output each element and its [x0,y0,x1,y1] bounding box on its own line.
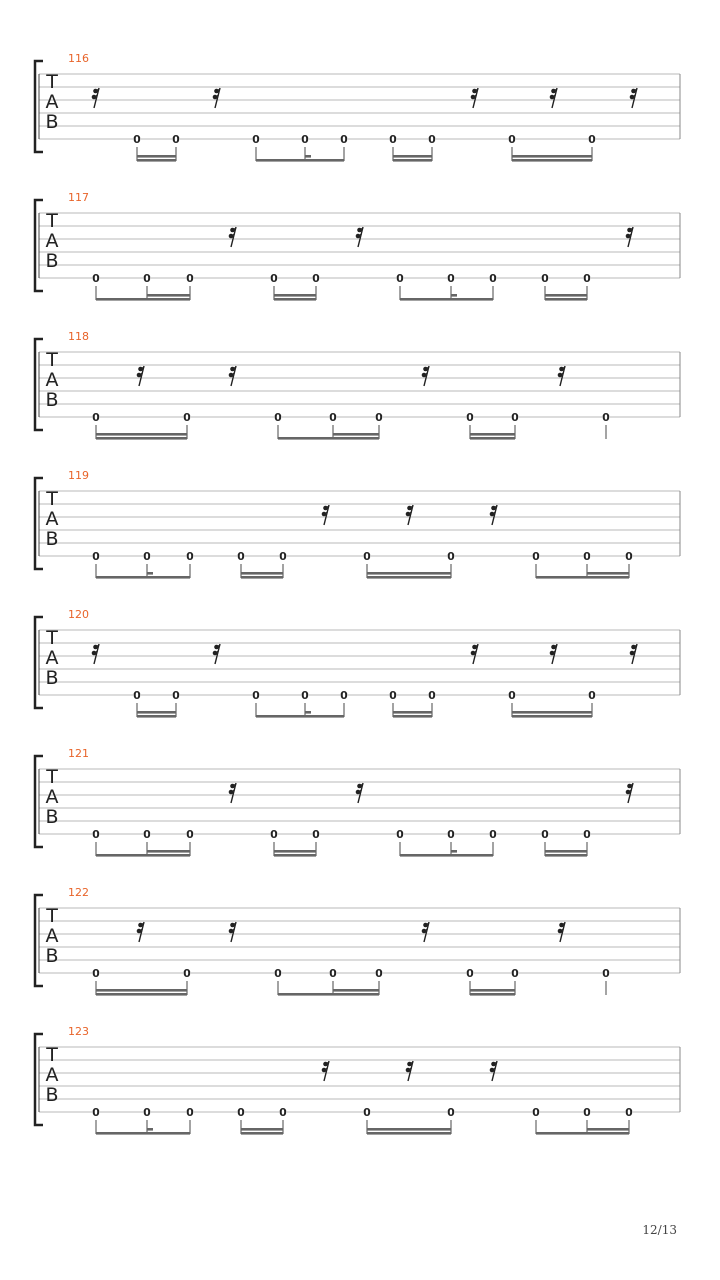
fret-number: 0 [363,1106,371,1119]
sixteenth-rest [630,88,637,108]
beam-secondary [147,850,190,853]
sixteenth-rest [550,644,557,664]
tab-clef-letter: B [45,945,59,967]
tab-system [35,886,680,996]
tab-clef-letter: B [45,1084,59,1106]
beam-primary [545,854,587,857]
tab-clef-letter: T [46,1044,58,1066]
fret-number: 0 [237,550,245,563]
beam-primary [536,576,629,579]
beam-primary [536,1132,629,1135]
measure-number: 116 [68,52,89,65]
fret-number: 0 [508,689,516,702]
sixteenth-rest [322,505,329,525]
beam-group [96,425,187,440]
tab-clef-letter: T [46,766,58,788]
fret-number: 0 [270,272,278,285]
page-number: 12/13 [642,1223,677,1237]
fret-number: 0 [312,828,320,841]
beam-primary [545,298,587,301]
beam-secondary [587,1128,629,1131]
sixteenth-rest [471,644,478,664]
fret-number: 0 [583,550,591,563]
beam-primary [367,576,451,579]
sixteenth-rest [229,366,236,386]
beam-primary [512,159,592,162]
beam-secondary [137,711,176,714]
beam-group [512,703,592,718]
beam-group [278,425,379,440]
beam-primary [393,715,432,718]
beam-primary [96,1132,190,1135]
beam-group [137,147,176,162]
fret-number: 0 [583,272,591,285]
sixteenth-rest [406,505,413,525]
fret-number: 0 [466,411,474,424]
sixteenth-rest [137,366,144,386]
sixteenth-rest [229,783,236,803]
tab-clef-letter: A [45,647,59,669]
beam-primary [470,437,515,440]
fret-number: 0 [428,133,436,146]
beam-group [241,1120,283,1135]
fret-number: 0 [186,272,194,285]
fret-number: 0 [389,133,397,146]
beam-fragment [147,572,153,575]
tab-clef-letter: T [46,488,58,510]
fret-number: 0 [466,967,474,980]
sixteenth-rest [422,922,429,942]
fret-number: 0 [625,1106,633,1119]
measure-number: 123 [68,1025,89,1038]
beam-primary [278,993,379,996]
fret-number: 0 [396,828,404,841]
sixteenth-rest [356,783,363,803]
beam-secondary [241,1128,283,1131]
fret-number: 0 [172,133,180,146]
fret-number: 0 [511,967,519,980]
beam-primary [96,576,190,579]
tab-system [35,330,680,440]
beam-primary [96,993,187,996]
beam-group [400,286,493,301]
beam-primary [393,159,432,162]
fret-number: 0 [396,272,404,285]
fret-number: 0 [270,828,278,841]
measure-number: 122 [68,886,89,899]
beam-secondary [137,155,176,158]
fret-number: 0 [92,550,100,563]
sixteenth-rest [92,644,99,664]
fret-number: 0 [389,689,397,702]
beam-secondary [241,572,283,575]
fret-number: 0 [92,828,100,841]
fret-number: 0 [237,1106,245,1119]
beam-group [367,1120,451,1135]
fret-number: 0 [625,550,633,563]
fret-number: 0 [340,133,348,146]
fret-number: 0 [186,1106,194,1119]
sixteenth-rest [630,644,637,664]
fret-number: 0 [340,689,348,702]
sixteenth-rest [322,1061,329,1081]
sixteenth-rest [626,783,633,803]
beam-group [536,1120,629,1135]
beam-secondary [512,155,592,158]
beam-group [274,842,316,857]
beam-secondary [274,850,316,853]
sixteenth-rest [490,1061,497,1081]
beam-primary [256,159,344,162]
beam-group [96,286,190,301]
fret-number: 0 [143,272,151,285]
beam-fragment [451,294,457,297]
measure-number: 119 [68,469,89,482]
beam-fragment [451,850,457,853]
tab-clef-letter: T [46,905,58,927]
beam-primary [256,715,344,718]
fret-number: 0 [375,411,383,424]
fret-number: 0 [274,967,282,980]
beam-secondary [367,572,451,575]
measure-number: 120 [68,608,89,621]
tab-clef-letter: B [45,806,59,828]
fret-number: 0 [447,828,455,841]
beam-primary [137,715,176,718]
beam-group [545,842,587,857]
sixteenth-rest [406,1061,413,1081]
tab-clef-letter: A [45,786,59,808]
beam-group [137,703,176,718]
beam-fragment [305,155,311,158]
fret-number: 0 [172,689,180,702]
sixteenth-rest [213,644,220,664]
fret-number: 0 [447,272,455,285]
beam-group [96,1120,190,1135]
beam-group [274,286,316,301]
sixteenth-rest [229,227,236,247]
beam-secondary [367,1128,451,1131]
beam-group [512,147,592,162]
beam-secondary [545,294,587,297]
beam-group [278,981,379,996]
beam-primary [96,854,190,857]
fret-number: 0 [133,133,141,146]
beam-group [241,564,283,579]
beam-primary [512,715,592,718]
fret-number: 0 [274,411,282,424]
beam-group [96,842,190,857]
tab-system [35,1025,680,1135]
fret-number: 0 [279,550,287,563]
fret-number: 0 [186,550,194,563]
tab-clef-letter: A [45,369,59,391]
sixteenth-rest [626,227,633,247]
tab-system [35,191,680,301]
fret-number: 0 [532,1106,540,1119]
fret-number: 0 [489,272,497,285]
sixteenth-rest [558,366,565,386]
tab-clef-letter: B [45,389,59,411]
tab-clef-letter: T [46,349,58,371]
fret-number: 0 [92,1106,100,1119]
tab-clef-letter: B [45,528,59,550]
fret-number: 0 [301,689,309,702]
beam-primary [274,298,316,301]
beam-group [470,425,515,440]
fret-number: 0 [447,550,455,563]
fret-number: 0 [186,828,194,841]
fret-number: 0 [143,828,151,841]
fret-number: 0 [252,133,260,146]
fret-number: 0 [511,411,519,424]
beam-primary [274,854,316,857]
fret-number: 0 [143,1106,151,1119]
fret-number: 0 [588,133,596,146]
beam-secondary [470,433,515,436]
fret-number: 0 [541,272,549,285]
sixteenth-rest [471,88,478,108]
beam-primary [470,993,515,996]
tab-clef-letter: A [45,230,59,252]
beam-secondary [333,989,379,992]
sixteenth-rest [229,922,236,942]
beam-secondary [545,850,587,853]
sixteenth-rest [92,88,99,108]
tab-system [35,747,680,857]
beam-group [545,286,587,301]
fret-number: 0 [329,411,337,424]
beam-group [256,703,344,718]
beam-secondary [147,294,190,297]
fret-number: 0 [252,689,260,702]
beam-primary [278,437,379,440]
fret-number: 0 [183,967,191,980]
fret-number: 0 [532,550,540,563]
fret-number: 0 [447,1106,455,1119]
measure-number: 121 [68,747,89,760]
tab-clef-letter: A [45,925,59,947]
fret-number: 0 [583,1106,591,1119]
tab-clef-letter: A [45,508,59,530]
beam-group [256,147,344,162]
tab-clef-letter: B [45,250,59,272]
fret-number: 0 [92,411,100,424]
sixteenth-rest [490,505,497,525]
fret-number: 0 [133,689,141,702]
beam-primary [367,1132,451,1135]
tab-system [35,608,680,718]
fret-number: 0 [183,411,191,424]
fret-number: 0 [588,689,596,702]
tab-clef-letter: B [45,667,59,689]
tab-clef-letter: T [46,627,58,649]
fret-number: 0 [143,550,151,563]
beam-secondary [333,433,379,436]
tab-system [35,52,680,162]
beam-secondary [393,155,432,158]
sixteenth-rest [137,922,144,942]
beam-group [96,981,187,996]
tab-clef-letter: T [46,210,58,232]
fret-number: 0 [92,967,100,980]
fret-number: 0 [508,133,516,146]
beam-secondary [470,989,515,992]
beam-primary [96,298,190,301]
sixteenth-rest [422,366,429,386]
fret-number: 0 [602,967,610,980]
tab-clef-letter: T [46,71,58,93]
fret-number: 0 [583,828,591,841]
beam-group [470,981,515,996]
tab-clef-letter: A [45,1064,59,1086]
fret-number: 0 [279,1106,287,1119]
beam-group [367,564,451,579]
tab-system [35,469,680,579]
fret-number: 0 [329,967,337,980]
beam-secondary [587,572,629,575]
beam-secondary [393,711,432,714]
sixteenth-rest [550,88,557,108]
beam-primary [241,576,283,579]
measure-number: 117 [68,191,89,204]
beam-group [400,842,493,857]
sixteenth-rest [356,227,363,247]
fret-number: 0 [301,133,309,146]
sixteenth-rest [558,922,565,942]
beam-primary [137,159,176,162]
fret-number: 0 [428,689,436,702]
beam-primary [241,1132,283,1135]
beam-secondary [274,294,316,297]
beam-secondary [96,989,187,992]
fret-number: 0 [312,272,320,285]
beam-primary [400,298,493,301]
beam-secondary [512,711,592,714]
fret-number: 0 [363,550,371,563]
beam-secondary [96,433,187,436]
measure-number: 118 [68,330,89,343]
beam-primary [96,437,187,440]
fret-number: 0 [602,411,610,424]
beam-group [96,564,190,579]
beam-group [393,147,432,162]
tab-clef-letter: B [45,111,59,133]
fret-number: 0 [375,967,383,980]
tab-clef-letter: A [45,91,59,113]
beam-fragment [305,711,311,714]
beam-group [536,564,629,579]
beam-primary [400,854,493,857]
fret-number: 0 [489,828,497,841]
sixteenth-rest [213,88,220,108]
fret-number: 0 [541,828,549,841]
fret-number: 0 [92,272,100,285]
beam-group [393,703,432,718]
beam-fragment [147,1128,153,1131]
